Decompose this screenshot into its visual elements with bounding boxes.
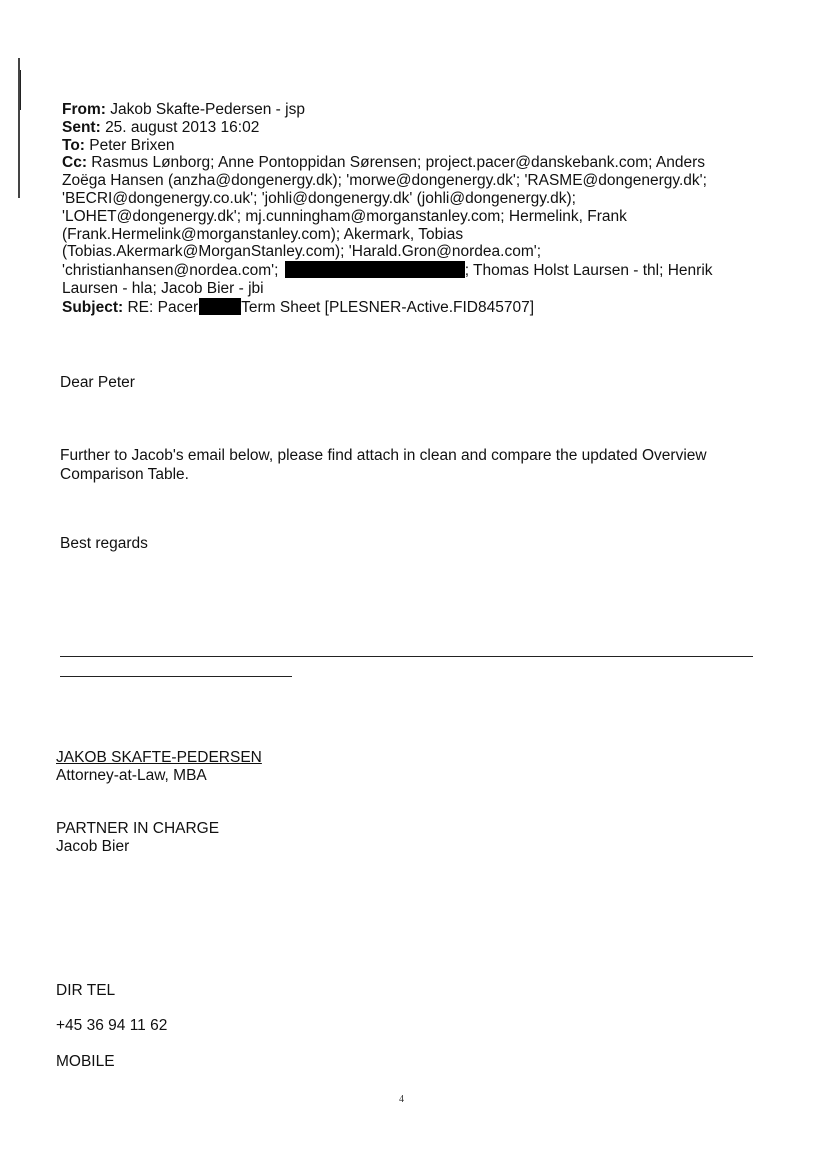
body-paragraph	[60, 446, 760, 484]
sent-line	[62, 119, 762, 137]
from-label: From:	[62, 101, 106, 118]
sent-label: Sent:	[62, 118, 101, 136]
cc-line: 'LOHET@dongenergy.dk'; mj.cunningham@morganstanley.com; Hermelink, Frank	[62, 207, 627, 225]
to-value: Peter Brixen	[89, 136, 175, 154]
subject-text: Term Sheet [PLESNER-Active.FID845707]	[241, 298, 535, 316]
body-line: Further to Jacob's email below, please find attach in clean and compare the updated Overview	[60, 447, 707, 464]
partner-heading: PARTNER IN CHARGE	[56, 820, 220, 837]
scan-artifact-line	[20, 70, 21, 110]
subject-text: RE: Pacer	[127, 298, 199, 316]
cc-line	[62, 154, 762, 172]
divider-line	[60, 656, 753, 657]
cc-line: (Frank.Hermelink@morganstanley.com); Akermark, Tobias	[62, 225, 464, 243]
from-value: Jakob Skafte-Pedersen - jsp	[110, 101, 305, 118]
cc-line: 'BECRI@dongenergy.co.uk'; 'johli@dongenergy.dk' (johli@dongenergy.dk);	[62, 189, 576, 207]
cc-line: Zoëga Hansen (anzha@dongenergy.dk); 'morwe@dongenergy.dk'; 'RASME@dongenergy.dk';	[62, 172, 707, 190]
closing: Best regards	[60, 535, 148, 552]
cc-text: Rasmus Lønborg; Anne Pontoppidan Sørensen; project.pacer@danskebank.com; Anders	[91, 154, 705, 172]
redaction-block	[285, 261, 465, 278]
sent-value: 25. august 2013 16:02	[105, 118, 260, 136]
cc-line	[62, 261, 762, 280]
cc-line: (Tobias.Akermark@MorganStanley.com); 'Harald.Gron@nordea.com';	[62, 243, 542, 261]
page-number: 4	[399, 1094, 404, 1105]
greeting: Dear Peter	[60, 374, 135, 391]
divider-line	[60, 676, 292, 677]
cc-line: Laursen - hla; Jacob Bier - jbi	[62, 279, 264, 297]
dir-tel-label: DIR TEL	[56, 982, 116, 999]
body-line: Comparison Table.	[60, 466, 189, 483]
redaction-block	[199, 298, 241, 315]
cc-text: 'christianhansen@nordea.com';	[62, 262, 279, 280]
cc-label: Cc:	[62, 154, 87, 172]
subject-line	[62, 298, 762, 317]
from-line	[62, 101, 762, 119]
email-header	[62, 101, 762, 317]
partner-name: Jacob Bier	[56, 838, 130, 855]
mobile-label: MOBILE	[56, 1053, 115, 1070]
to-line	[62, 137, 762, 155]
dir-tel-number: +45 36 94 11 62	[56, 1017, 168, 1034]
signature-name: JAKOB SKAFTE-PEDERSEN	[56, 749, 262, 766]
subject-label: Subject:	[62, 298, 124, 316]
to-label: To:	[62, 136, 85, 154]
cc-text: ; Thomas Holst Laursen - thl; Henrik	[464, 262, 713, 280]
signature-title: Attorney-at-Law, MBA	[56, 767, 207, 784]
